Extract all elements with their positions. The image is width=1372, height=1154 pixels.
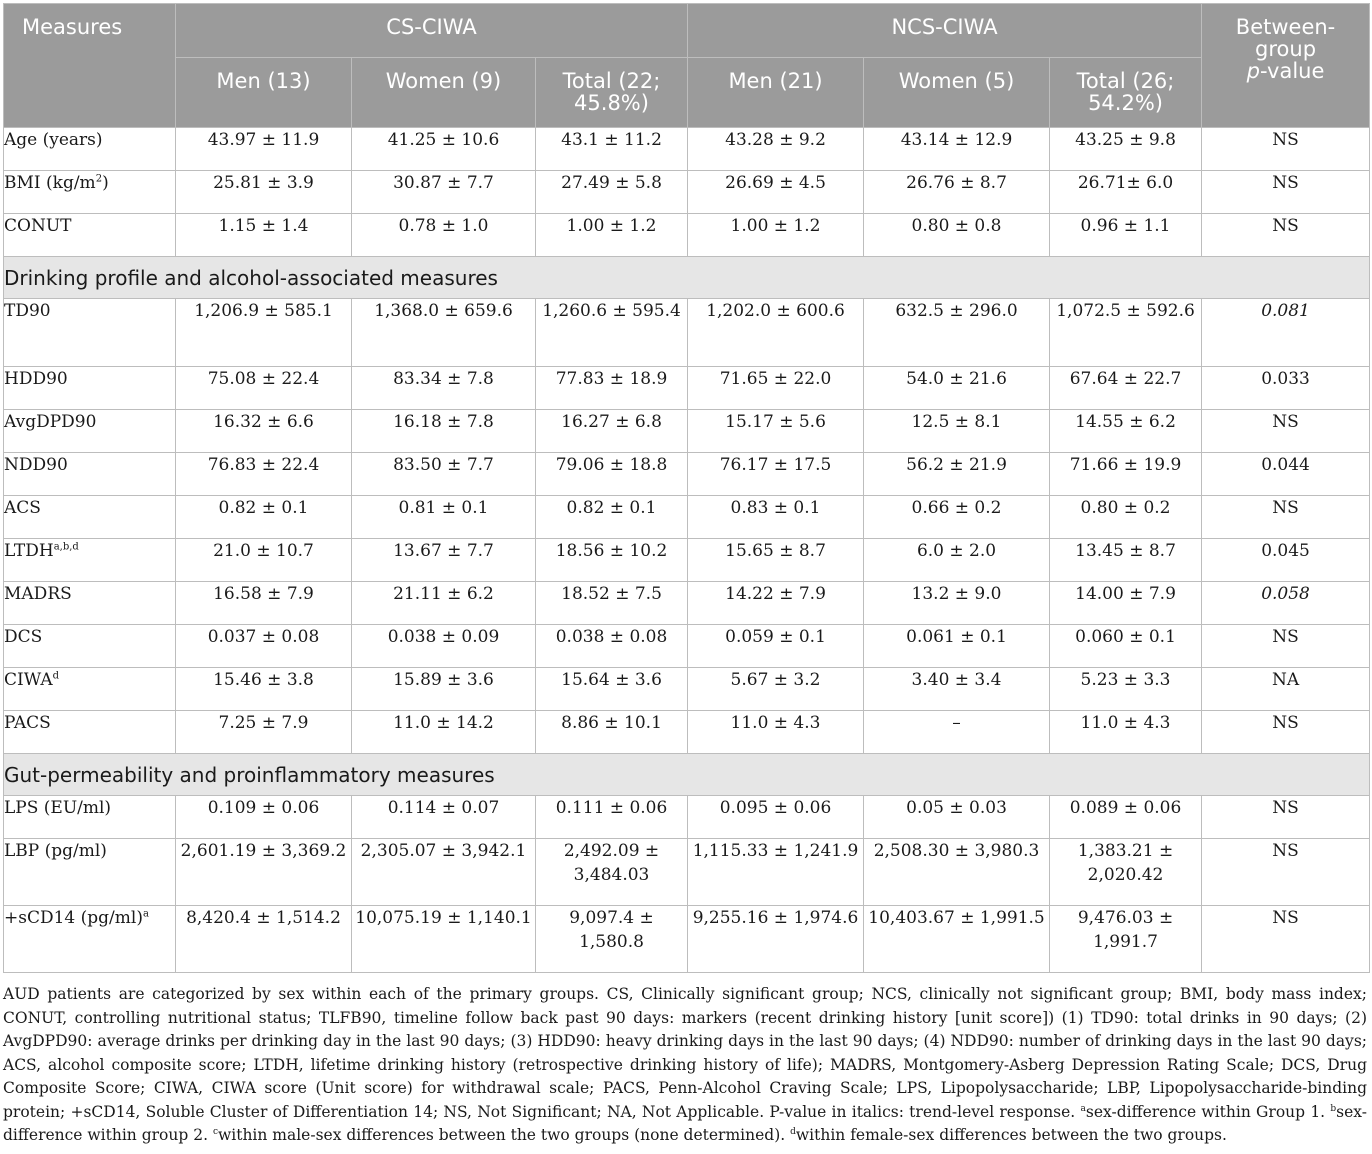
table-cell: 1,260.6 ± 595.4 [536, 299, 688, 367]
table-cell: 21.0 ± 10.7 [176, 539, 352, 582]
table-cell: 15.65 ± 8.7 [688, 539, 864, 582]
pvalue-cell: NS [1202, 796, 1370, 839]
table-cell: 1.00 ± 1.2 [688, 214, 864, 257]
table-cell: 0.66 ± 0.2 [864, 496, 1050, 539]
table-cell: 0.059 ± 0.1 [688, 625, 864, 668]
table-cell: 0.037 ± 0.08 [176, 625, 352, 668]
table-cell: 0.82 ± 0.1 [176, 496, 352, 539]
pvalue-cell: 0.058 [1202, 582, 1370, 625]
table-cell: 27.49 ± 5.8 [536, 171, 688, 214]
table-row [4, 582, 1370, 625]
table-row [4, 625, 1370, 668]
table-row [4, 128, 1370, 171]
table-cell: 1,383.21 ± 2,020.42 [1050, 839, 1202, 906]
table-cell: 16.58 ± 7.9 [176, 582, 352, 625]
table-cell: 0.060 ± 0.1 [1050, 625, 1202, 668]
table-cell: 26.69 ± 4.5 [688, 171, 864, 214]
table-cell: 0.095 ± 0.06 [688, 796, 864, 839]
table-cell: 16.32 ± 6.6 [176, 410, 352, 453]
table-cell: 1,202.0 ± 600.6 [688, 299, 864, 367]
table-cell: 11.0 ± 14.2 [352, 711, 536, 754]
table-cell: 11.0 ± 4.3 [1050, 711, 1202, 754]
table-cell: 15.89 ± 3.6 [352, 668, 536, 711]
table-cell: 43.28 ± 9.2 [688, 128, 864, 171]
table-cell: 0.83 ± 0.1 [688, 496, 864, 539]
table-cell: 16.18 ± 7.8 [352, 410, 536, 453]
table-row [4, 839, 1370, 906]
table-row [4, 539, 1370, 582]
table-cell: 18.52 ± 7.5 [536, 582, 688, 625]
row-label: CIWA$^d$ [4, 668, 176, 711]
table-cell: 0.061 ± 0.1 [864, 625, 1050, 668]
pvalue-cell: NS [1202, 496, 1370, 539]
table-cell: 0.82 ± 0.1 [536, 496, 688, 539]
table-cell: 79.06 ± 18.8 [536, 453, 688, 496]
table-cell: 9,255.16 ± 1,974.6 [688, 906, 864, 973]
table-cell: 43.25 ± 9.8 [1050, 128, 1202, 171]
table-footnote: AUD patients are categorized by sex within each of the primary groups. CS, Clinically significant group; NCS, clinically not significant group; BMI, body mass index; CONUT, controlling nutritional status; TLFB90, timeline follow back past 90 days: markers (recent drinking history [unit score]) (1) TD90: total drinks in 90 days; (2) AvgDPD90: average drinks per drinking day in the last 90 days; (3) HDD90: heavy drinking days in the last 90 days; (4) NDD90: number of drinking days in the last 90 days; ACS, alcohol composite score; LTDH, lifetime drinking history (retrospective drinking history of life); MADRS, Montgomery-Asberg Depression Rating Scale; DCS, Drug Composite Score; CIWA, CIWA score (Unit score) for withdrawal scale; PACS, Penn-Alcohol Craving Scale; LPS, Lipopolysaccharide; LBP, Lipopolysaccharide-binding protein; +sCD14, Soluble Cluster of Differentiation 14; NS, Not Significant; NA, Not Applicable. P-value in italics: trend-level response. $^a$sex-difference within Group 1. $^b$sex-difference within group 2. $^c$within male-sex differences between the two groups (none determined). $^d$within female-sex differences between the two groups. [3, 985, 1367, 1144]
table-cell: 2,305.07 ± 3,942.1 [352, 839, 536, 906]
row-label: AvgDPD90 [4, 410, 176, 453]
table-cell: 76.17 ± 17.5 [688, 453, 864, 496]
section-heading-drinking: Drinking profile and alcohol-associated measures [4, 257, 1370, 299]
section-row [4, 257, 1370, 299]
data-table [3, 3, 1370, 973]
table-cell: 21.11 ± 6.2 [352, 582, 536, 625]
table-cell: 7.25 ± 7.9 [176, 711, 352, 754]
table-cell: 75.08 ± 22.4 [176, 367, 352, 410]
row-label: BMI $(kg/m^2)$ [4, 171, 176, 214]
row-label: DCS [4, 625, 176, 668]
table-row [4, 214, 1370, 257]
table-cell: 14.22 ± 7.9 [688, 582, 864, 625]
table-cell: 0.80 ± 0.8 [864, 214, 1050, 257]
table-cell: 1,072.5 ± 592.6 [1050, 299, 1202, 367]
table-cell: 1.15 ± 1.4 [176, 214, 352, 257]
table-cell: 76.83 ± 22.4 [176, 453, 352, 496]
row-label: +sCD14 $(pg/ml)^a$ [4, 906, 176, 973]
header-group-ncs-ciwa: NCS-CIWA [688, 4, 1202, 58]
pvalue-cell: NS [1202, 171, 1370, 214]
row-label: ACS [4, 496, 176, 539]
table-cell: 77.83 ± 18.9 [536, 367, 688, 410]
table-cell: 15.46 ± 3.8 [176, 668, 352, 711]
table-row [4, 906, 1370, 973]
table-cell: 0.038 ± 0.08 [536, 625, 688, 668]
pvalue-cell: NS [1202, 906, 1370, 973]
table-cell: 0.81 ± 0.1 [352, 496, 536, 539]
table-row [4, 453, 1370, 496]
table-row [4, 796, 1370, 839]
table-cell: 14.00 ± 7.9 [1050, 582, 1202, 625]
header-group-cs-ciwa: CS-CIWA [176, 4, 688, 58]
table-cell: 0.05 ± 0.03 [864, 796, 1050, 839]
table-cell: 67.64 ± 22.7 [1050, 367, 1202, 410]
table-cell: 5.67 ± 3.2 [688, 668, 864, 711]
table-cell: 16.27 ± 6.8 [536, 410, 688, 453]
table-cell: 0.089 ± 0.06 [1050, 796, 1202, 839]
table-cell: 2,601.19 ± 3,369.2 [176, 839, 352, 906]
header-cs-women: Women (9) [352, 58, 536, 128]
pvalue-cell: 0.044 [1202, 453, 1370, 496]
table-cell: 43.1 ± 11.2 [536, 128, 688, 171]
table-cell: 26.71± 6.0 [1050, 171, 1202, 214]
table-cell: 0.78 ± 1.0 [352, 214, 536, 257]
pvalue-cell: 0.081 [1202, 299, 1370, 367]
section-row [4, 754, 1370, 796]
section-heading-gut: Gut-permeability and proinflammatory measures [4, 754, 1370, 796]
table-cell: 6.0 ± 2.0 [864, 539, 1050, 582]
table-row [4, 367, 1370, 410]
header-measures: Measures [4, 4, 176, 128]
table-row [4, 410, 1370, 453]
table-cell: 18.56 ± 10.2 [536, 539, 688, 582]
table-row [4, 171, 1370, 214]
table-cell: 0.111 ± 0.06 [536, 796, 688, 839]
table-cell: – [864, 711, 1050, 754]
row-label: LTDH$^{a,b,d}$ [4, 539, 176, 582]
pvalue-cell: NS [1202, 625, 1370, 668]
table-cell: 43.14 ± 12.9 [864, 128, 1050, 171]
pvalue-cell: NS [1202, 410, 1370, 453]
table-cell: 0.96 ± 1.1 [1050, 214, 1202, 257]
row-label: NDD90 [4, 453, 176, 496]
table-cell: 632.5 ± 296.0 [864, 299, 1050, 367]
row-label: LBP (pg/ml) [4, 839, 176, 906]
table-row [4, 711, 1370, 754]
table-cell: 43.97 ± 11.9 [176, 128, 352, 171]
table-cell: 13.2 ± 9.0 [864, 582, 1050, 625]
table-cell: 0.80 ± 0.2 [1050, 496, 1202, 539]
pvalue-cell: NS [1202, 711, 1370, 754]
table-cell: 2,492.09 ± 3,484.03 [536, 839, 688, 906]
table-cell: 71.65 ± 22.0 [688, 367, 864, 410]
table-cell: 56.2 ± 21.9 [864, 453, 1050, 496]
table-cell: 2,508.30 ± 3,980.3 [864, 839, 1050, 906]
table-cell: 71.66 ± 19.9 [1050, 453, 1202, 496]
table-row [4, 496, 1370, 539]
table-cell: 30.87 ± 7.7 [352, 171, 536, 214]
table-cell: 54.0 ± 21.6 [864, 367, 1050, 410]
table-cell: 14.55 ± 6.2 [1050, 410, 1202, 453]
pvalue-cell: NS [1202, 214, 1370, 257]
header-cs-total: Total (22; 45.8%) [536, 58, 688, 128]
header-cs-men: Men (13) [176, 58, 352, 128]
table-cell: 26.76 ± 8.7 [864, 171, 1050, 214]
row-label: HDD90 [4, 367, 176, 410]
table-row [4, 299, 1370, 367]
table-cell: 8.86 ± 10.1 [536, 711, 688, 754]
pvalue-cell: NA [1202, 668, 1370, 711]
row-label: LPS (EU/ml) [4, 796, 176, 839]
table-cell: 9,476.03 ± 1,991.7 [1050, 906, 1202, 973]
table-cell: 83.50 ± 7.7 [352, 453, 536, 496]
table-cell: 11.0 ± 4.3 [688, 711, 864, 754]
table-cell: 41.25 ± 10.6 [352, 128, 536, 171]
row-label: Age (years) [4, 128, 176, 171]
table-cell: 1.00 ± 1.2 [536, 214, 688, 257]
header-ncs-total: Total (26; 54.2%) [1050, 58, 1202, 128]
row-label: TD90 [4, 299, 176, 367]
table-cell: 0.109 ± 0.06 [176, 796, 352, 839]
row-label: MADRS [4, 582, 176, 625]
header-between-group-pvalue: Between- group p-value [1202, 4, 1370, 128]
pvalue-cell: NS [1202, 128, 1370, 171]
table-cell: 0.114 ± 0.07 [352, 796, 536, 839]
row-label: CONUT [4, 214, 176, 257]
pvalue-cell: 0.033 [1202, 367, 1370, 410]
table-cell: 10,403.67 ± 1,991.5 [864, 906, 1050, 973]
header-ncs-women: Women (5) [864, 58, 1050, 128]
table-cell: 1,115.33 ± 1,241.9 [688, 839, 864, 906]
table-cell: 5.23 ± 3.3 [1050, 668, 1202, 711]
table-row [4, 668, 1370, 711]
table-cell: 3.40 ± 3.4 [864, 668, 1050, 711]
table-cell: 15.64 ± 3.6 [536, 668, 688, 711]
table-cell: 13.45 ± 8.7 [1050, 539, 1202, 582]
table-cell: 9,097.4 ± 1,580.8 [536, 906, 688, 973]
table-cell: 83.34 ± 7.8 [352, 367, 536, 410]
table-cell: 12.5 ± 8.1 [864, 410, 1050, 453]
table-cell: 1,206.9 ± 585.1 [176, 299, 352, 367]
table-cell: 8,420.4 ± 1,514.2 [176, 906, 352, 973]
header-ncs-men: Men (21) [688, 58, 864, 128]
pvalue-cell: NS [1202, 839, 1370, 906]
table-cell: 13.67 ± 7.7 [352, 539, 536, 582]
pvalue-cell: 0.045 [1202, 539, 1370, 582]
table-cell: 1,368.0 ± 659.6 [352, 299, 536, 367]
table-cell: 10,075.19 ± 1,140.1 [352, 906, 536, 973]
table-cell: 15.17 ± 5.6 [688, 410, 864, 453]
row-label: PACS [4, 711, 176, 754]
table-cell: 0.038 ± 0.09 [352, 625, 536, 668]
table-cell: 25.81 ± 3.9 [176, 171, 352, 214]
